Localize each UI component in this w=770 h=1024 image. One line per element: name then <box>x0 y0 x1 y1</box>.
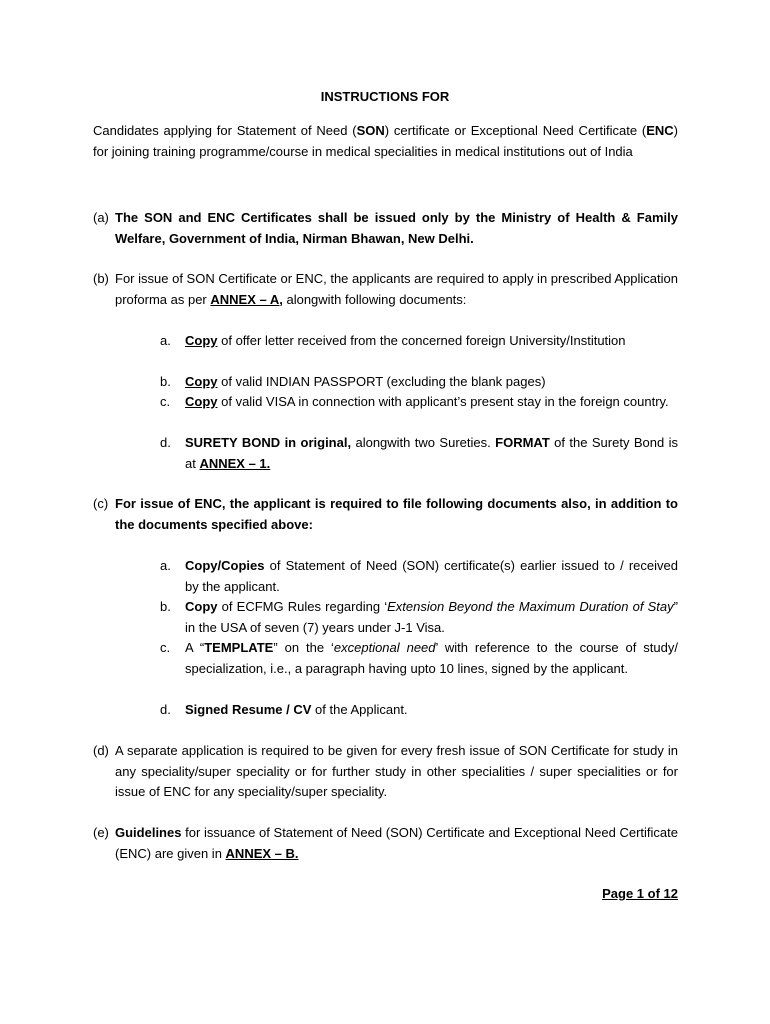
list-b-item: b. Copy of valid INDIAN PASSPORT (excluding the blank pages) <box>160 374 546 389</box>
item-d: (d) A separate application is required to be given for every fresh issue of SON Certificate for study in any speciality/super speciality or for further study in other specialities / super specialities or for issue of ENC for any speciality/super speciality. <box>93 743 678 799</box>
item-a: (a) The SON and ENC Certificates shall be issued only by the Ministry of Health & Family Welfare, Government of India, Nirman Bhawan, New Delhi. <box>93 210 678 246</box>
list-c-item: a. Copy/Copies of Statement of Need (SON) certificate(s) earlier issued to / received by the applicant. <box>160 558 678 594</box>
item-label: (e) <box>93 825 109 840</box>
list-b-item: d. SURETY BOND in original, alongwith two Sureties. FORMAT of the Surety Bond is at ANNEX – 1. <box>160 435 679 471</box>
list-b-item: a. Copy of offer letter received from the concerned foreign University/Institution <box>160 333 626 348</box>
item-e: (e) Guidelines for issuance of Statement of Need (SON) Certificate and Exceptional Need Certificate (ENC) are given in ANNEX – B. <box>93 825 678 861</box>
annex-b-ref: ANNEX – B. <box>225 845 299 861</box>
item-label: (a) <box>93 210 109 225</box>
page-number: Page 1 of 12 <box>602 886 678 901</box>
item-c: (c) For issue of ENC, the applicant is required to file following documents also, in addition to the documents specified above: <box>93 496 678 532</box>
item-label: (b) <box>93 271 109 286</box>
page-title: INSTRUCTIONS FOR <box>320 89 450 104</box>
item-b: (b) For issue of SON Certificate or ENC, the applicants are required to apply in prescribed Application proforma as per ANNEX – A, alongwith following documents: <box>93 271 678 307</box>
list-b-item: c. Copy of valid VISA in connection with applicant’s present stay in the foreign country. <box>160 394 669 409</box>
annex-1-ref: ANNEX – 1. <box>199 455 271 471</box>
item-label: (d) <box>93 743 109 758</box>
list-c-item: c. A “TEMPLATE” on the ‘exceptional need’ with reference to the course of study/ specialization, i.e., a paragraph having upto 10 lines, signed by the applicant. <box>160 640 678 676</box>
list-c-item: d. Signed Resume / CV of the Applicant. <box>160 702 408 717</box>
item-label: (c) <box>93 496 109 511</box>
list-c-item: b. Copy of ECFMG Rules regarding ‘Extension Beyond the Maximum Duration of Stay” in the USA of seven (7) years under J-1 Visa. <box>160 599 678 635</box>
intro-paragraph: Candidates applying for Statement of Need (SON) certificate or Exceptional Need Certificate (ENC) for joining training programme/course in medical specialities in medical institutions out of India <box>93 123 678 159</box>
annex-a-ref: ANNEX – A, <box>210 291 283 307</box>
